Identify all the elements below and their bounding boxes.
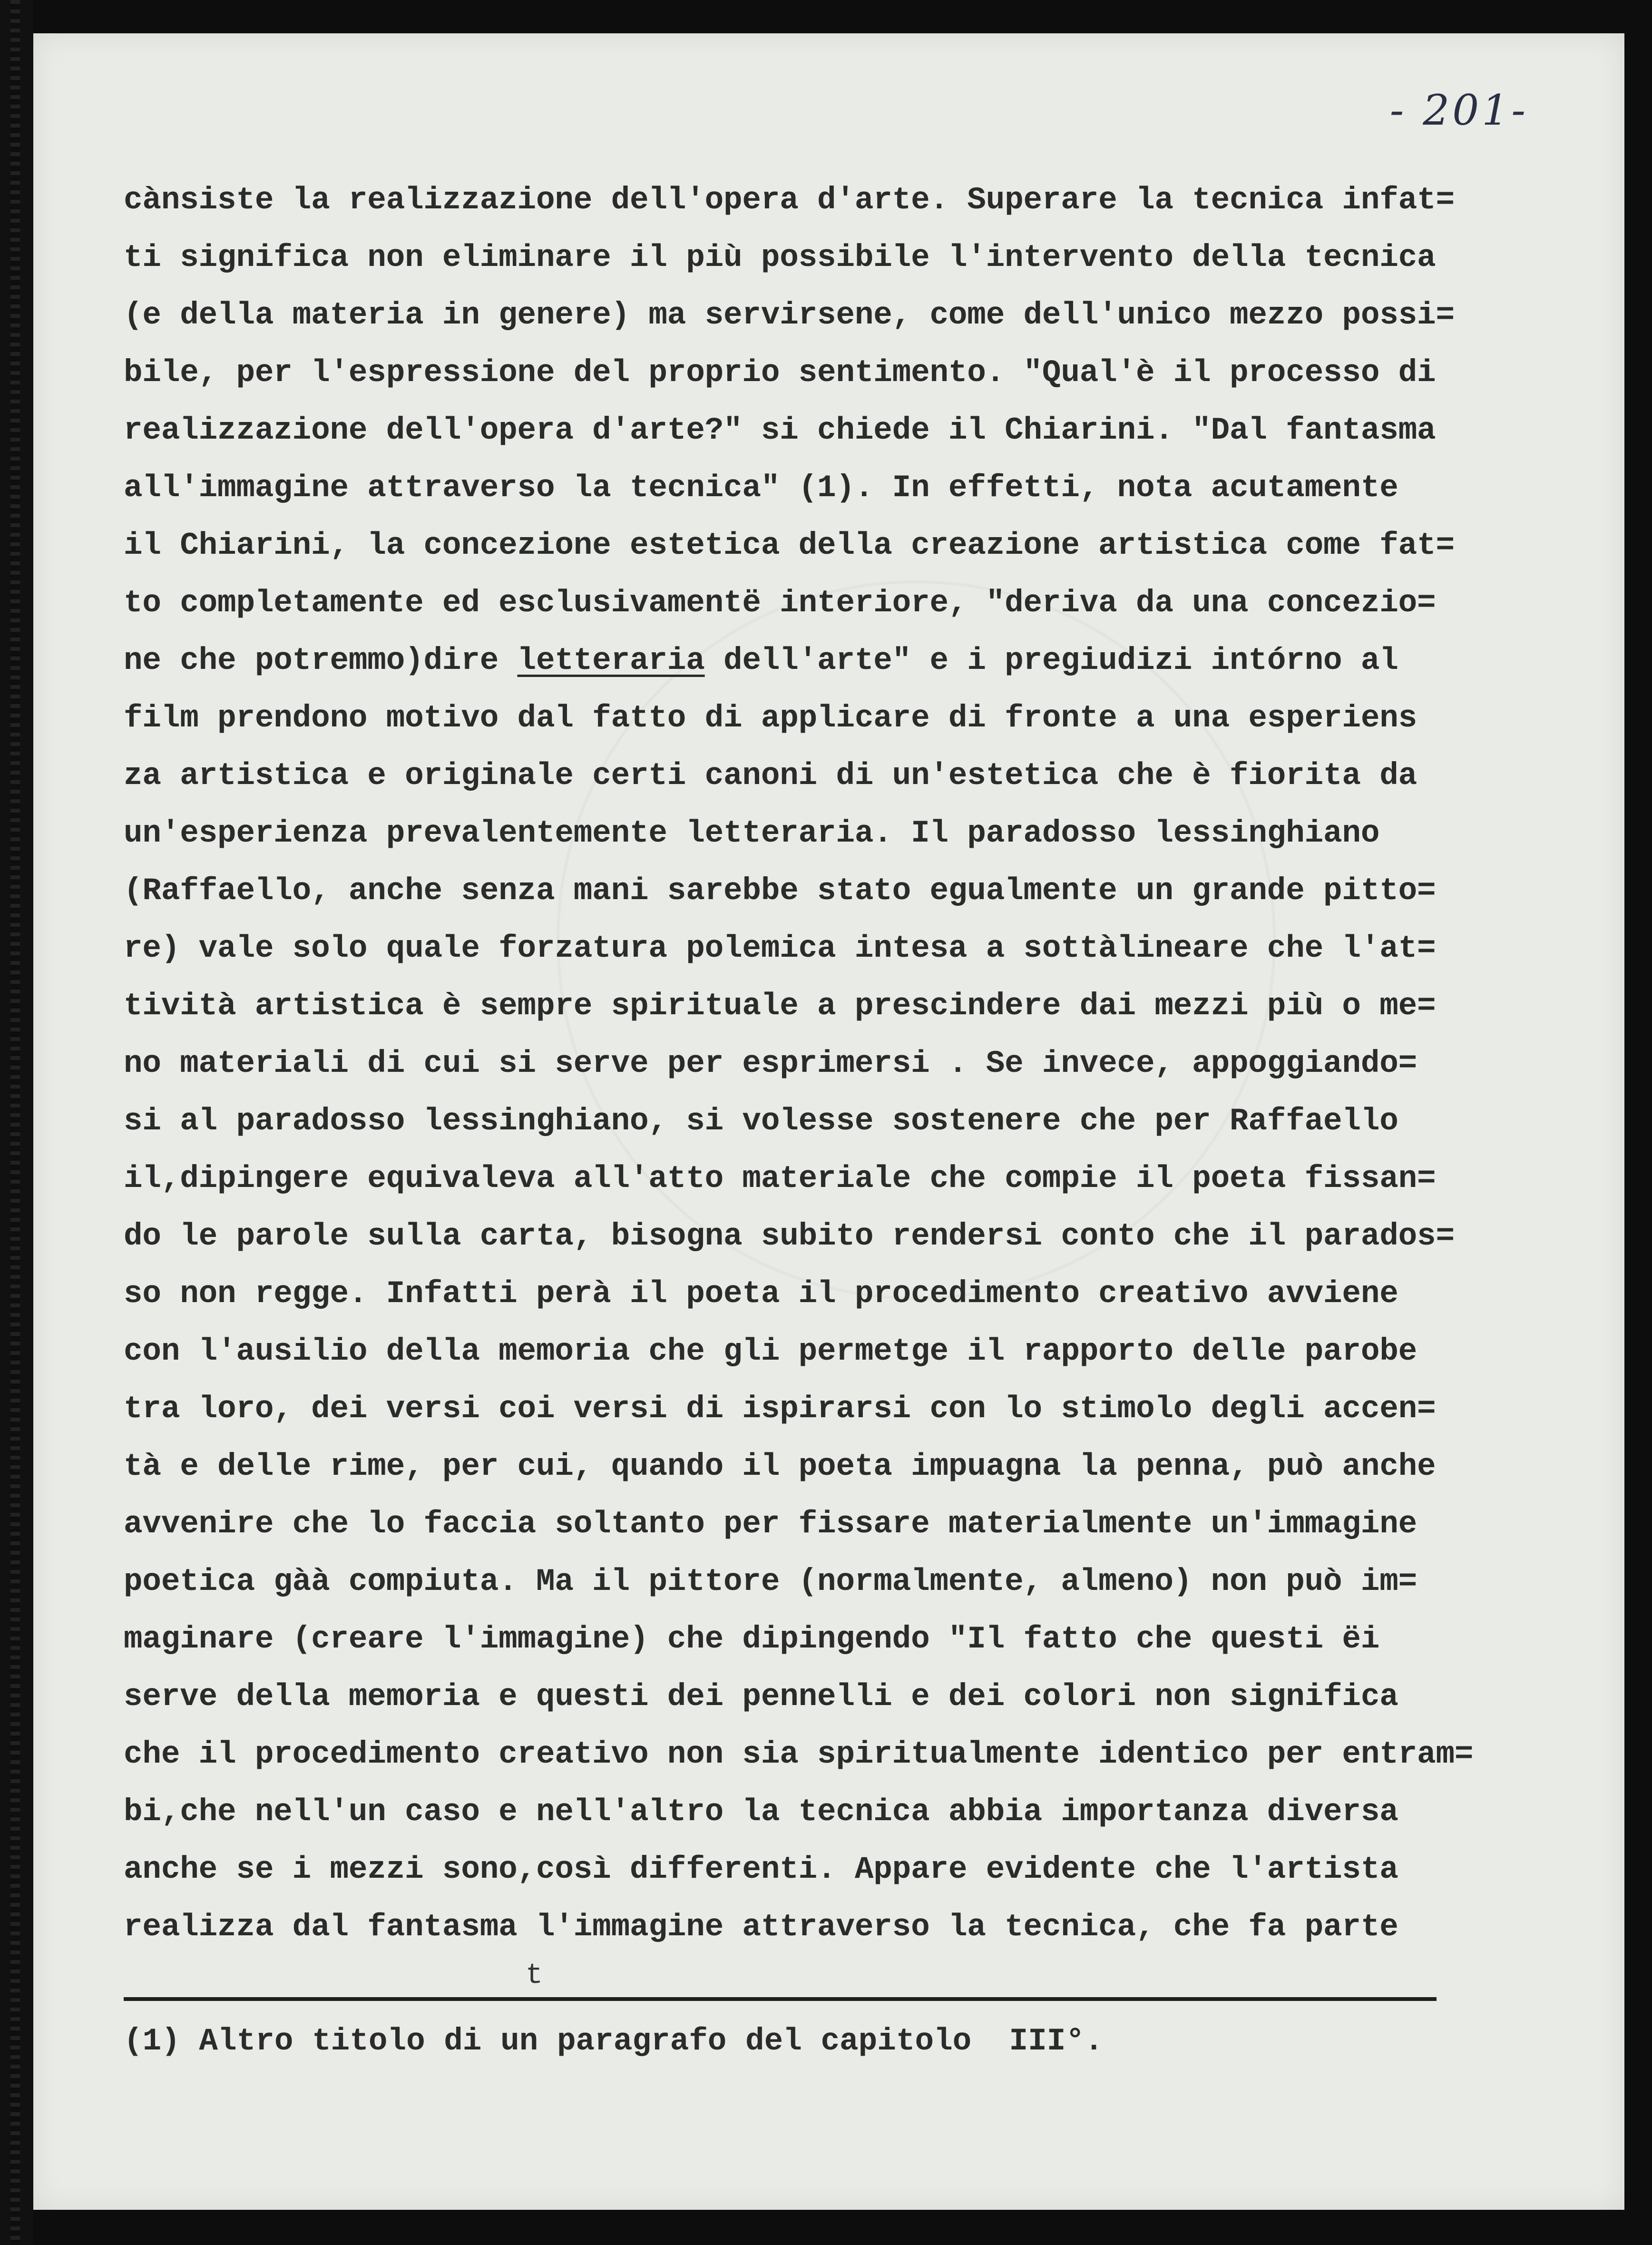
text-line: poetica gàà compiuta. Ma il pittore (normalmente, almeno) non può im= — [124, 1564, 1417, 1599]
text-line: (Raffaello, anche senza mani sarebbe stato egualmente un grande pitto= — [124, 873, 1436, 909]
text-line: (e della materia in genere) ma servirsene, come dell'unico mezzo possi= — [124, 297, 1455, 333]
text-line: ti significa non eliminare il più possibile l'intervento della tecnica — [124, 240, 1436, 275]
page-number: - 201- — [1389, 86, 1528, 135]
text-line: maginare (creare l'immagine) che dipingendo "Il fatto che questi ëi — [124, 1621, 1380, 1657]
text-line: re) vale solo quale forzatura polemica intesa a sottàlineare che l'at= — [124, 931, 1436, 966]
text-line: bile, per l'espressione del proprio sentimento. "Qual'è il processo di — [124, 355, 1436, 391]
text-line: che il procedimento creativo non sia spiritualmente identico per entram= — [124, 1736, 1474, 1772]
text-line-with-underline — [124, 632, 1503, 689]
text-line: tività artistica è sempre spirituale a prescindere dai mezzi più o me= — [124, 988, 1436, 1024]
text-line: anche se i mezzi sono,così differenti. Appare evidente che l'artista — [124, 1852, 1398, 1887]
text-line: si al paradosso lessinghiano, si volesse sostenere che per Raffaello — [124, 1103, 1398, 1139]
text-line: bi,che nell'un caso e nell'altro la tecnica abbia importanza diversa — [124, 1794, 1398, 1830]
text-line: un'esperienza prevalentemente letteraria. Il paradosso lessinghiano — [124, 815, 1380, 851]
text-segment: ne che potremmo)dire — [124, 643, 518, 678]
text-line: il,dipingere equivaleva all'atto materiale che compie il poeta fissan= — [124, 1161, 1436, 1196]
text-line: realizzazione dell'opera d'arte?" si chiede il Chiarini. "Dal fantasma — [124, 412, 1436, 448]
footnote-separator — [124, 1997, 1437, 2001]
text-line: so non regge. Infatti perà il poeta il procedimento creativo avviene — [124, 1276, 1398, 1312]
text-line: no materiali di cui si serve per esprimersi . Se invece, appoggiando= — [124, 1046, 1417, 1081]
footnote: (1) Altro titolo di un paragrafo del capitolo III°. — [124, 2023, 1104, 2059]
underlined-word: letteraria — [517, 643, 705, 678]
text-line: cànsiste la realizzazione dell'opera d'arte. Superare la tecnica infat= — [124, 182, 1455, 218]
binding-holes — [10, 0, 20, 2245]
text-line: za artistica e originale certi canoni di un'estetica che è fiorita da — [124, 758, 1417, 794]
typewritten-body — [124, 171, 1503, 1956]
text-line: con l'ausilio della memoria che gli permetge il rapporto delle parobe — [124, 1333, 1417, 1369]
text-line: all'immagine attraverso la tecnica" (1). In effetti, nota acutamente — [124, 470, 1398, 506]
text-line: film prendono motivo dal fatto di applicare di fronte a una esperiens — [124, 700, 1417, 736]
text-line: to completamente ed esclusivamentë interiore, "deriva da una concezio= — [124, 585, 1436, 621]
text-line: avvenire che lo faccia soltanto per fissare materialmente un'immagine — [124, 1506, 1417, 1542]
text-line: tà e delle rime, per cui, quando il poeta impuagna la penna, può anche — [124, 1449, 1436, 1484]
text-line: serve della memoria e questi dei pennelli e dei colori non significa — [124, 1679, 1398, 1715]
rule-mark: t — [526, 1960, 543, 1992]
text-line: realizza dal fantasma l'immagine attraverso la tecnica, che fa parte — [124, 1909, 1398, 1945]
text-segment: dell'arte" e i pregiudizi intórno al — [704, 643, 1398, 678]
text-line: il Chiarini, la concezione estetica della creazione artistica come fat= — [124, 528, 1455, 563]
text-line: tra loro, dei versi coi versi di ispirarsi con lo stimolo degli accen= — [124, 1391, 1436, 1427]
text-line: do le parole sulla carta, bisogna subito rendersi conto che il parados= — [124, 1218, 1455, 1254]
